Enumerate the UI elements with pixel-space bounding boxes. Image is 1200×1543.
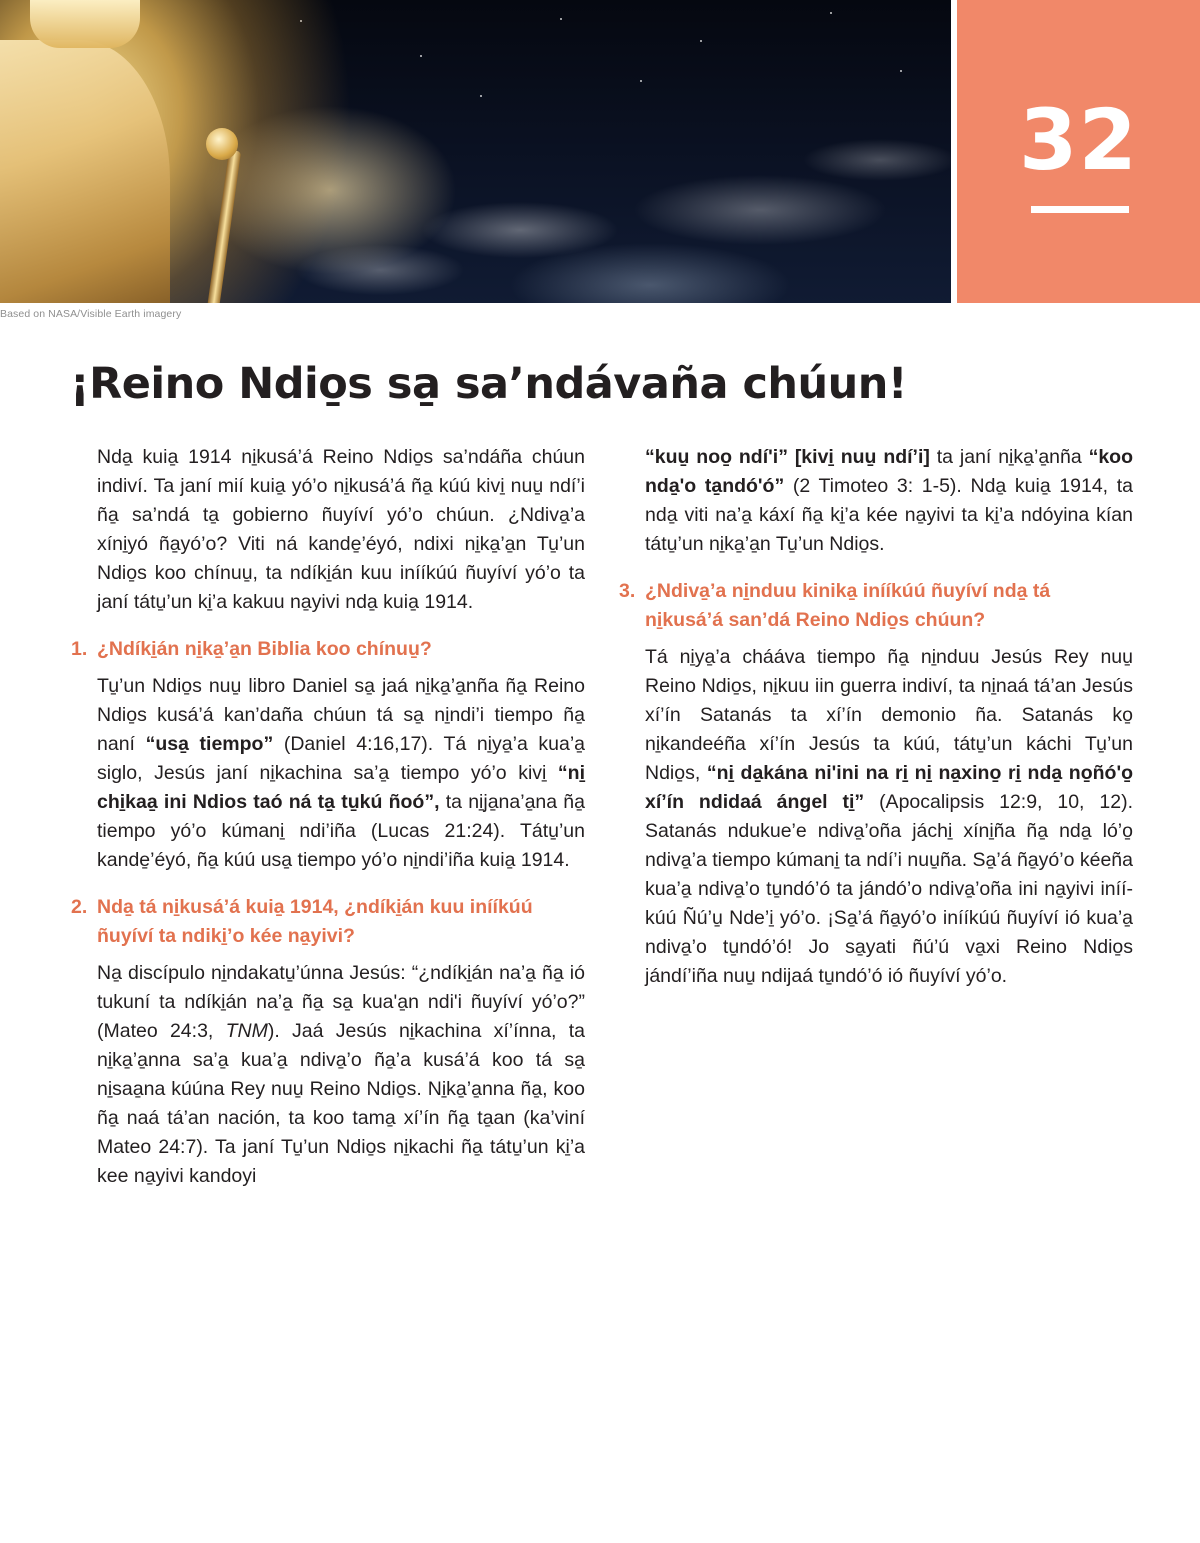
hero-image — [0, 0, 951, 303]
intro-paragraph: Nda̱ kuia̱ 1914 ni̱kusá’á Reino Ndio̱s sa’ndáña chúun indiví. Ta janí mií kuia̱ yó’o ni̱kusá’á ña̱ kúú kivi̱ nuu̱ ndí’i ña̱ sa’ndá ta̱ gobierno ñuyíví yó’o chúun. ¿Ndiva̱’a xíni̱yó ña̱yó’o? Viti ná kande̱’éyó, ndixi ni̱ka̱’a̱n Tu̱’un Ndio̱s koo chínuu̱, ta ndíki̱án kuu inííkúú ñuyíví yó’o ta janí tátu̱’un ki̱’a kakuu na̱yivi nda̱ kuia̱ 1914. — [97, 446, 585, 613]
lesson-number-underline — [1031, 206, 1129, 213]
question-2-number: 2. — [71, 896, 88, 918]
crown-icon — [30, 0, 140, 48]
emphasis-quote-3: “koo nda̱'o ta̱ndó'ó” — [645, 446, 1133, 497]
question-3-text: ¿Ndiva̱’a ni̱nduu kinika̱ inííkúú ñuyíví nda̱ tá ni̱kusá’á san’dá Reino Ndio̱s chúun? — [645, 580, 1051, 631]
emphasis-quote-2: “kuu̱ noo̱ ndí'i” [kivi̱ nuu̱ ndí’i] — [645, 446, 930, 468]
left-column — [71, 443, 586, 1191]
scepter-orb — [206, 128, 238, 160]
question-3-number: 3. — [619, 580, 636, 602]
emphasis-quote-1: “ni̱ chi̱kaa̱ ini Ndios taó ná ta̱ tu̱kú ñoó”, — [97, 762, 585, 813]
emphasis-quote-4: “ni̱ da̱kána ni'ini na ri̱ ni̱ na̱xino̱ ri̱ nda̱ no̱ñó'o̱ xí’ín ndidaá ángel ti̱” — [645, 762, 1133, 813]
answer-3-paragraph: Tá ni̱ya̱’a chááva tiempo ña̱ ni̱nduu Jesús Rey nuu̱ Reino Ndio̱s, ni̱kuu iin guerra indiví, ta ni̱naá tá’an Jesús xí’ín Satanás ta xí’ín demonio ña. Satanás ko̱ ni̱kandeéña xí’ín Jesús ta kúú, tátu̱’un káchi Tu̱’un Ndio̱s, “ni̱ da̱kána ni'ini na ri̱ ni̱ na̱xino̱ ri̱ nda̱ no̱ñó'o̱ xí’ín ndidaá ángel ti̱” (Apocalipsis 12:9, 10, 12). Satanás ndukue’e ndiva̱’oña jáchi̱ xíni̱ña ña̱ nda̱ ló’o̱ ndiva̱’a tiempo kúmani̱ ta ndí’i nuu̱ña. Sa̱’á ña̱yó’o kéeña kua’a̱ ndiva̱’o tu̱ndó’ó ta jándó’o ndiva̱’oña ini na̱yivi inííkúú Ñú’u̱ Nde’i̱ yó’o. ¡Sa̱’á ña̱yó’o inííkúú ñuyíví ió kua’a̱ ndiva̱’o tu̱ndó’ó! Jo sa̱yati ñú’ú va̱xi Reino Ndio̱s jándí’iña nuu̱ ndijaá tu̱ndó’ó ió ñuyíví yó’o. — [645, 646, 1133, 987]
question-1-number: 1. — [71, 638, 88, 660]
question-1-text: ¿Ndíki̱án ni̱ka̱’a̱n Biblia koo chínuu̱? — [97, 638, 432, 660]
page-title: ¡Reino Ndio̱s sa̱ sa’ndávaña chúun! — [70, 359, 907, 409]
image-credit: Based on NASA/Visible Earth imagery — [0, 308, 182, 320]
lesson-number-panel — [957, 0, 1200, 303]
tnm-abbrev: TNM — [225, 1020, 268, 1042]
lesson-number: 32 — [1019, 91, 1138, 189]
question-3 — [619, 577, 1133, 635]
right-column — [619, 443, 1133, 991]
answer-1-paragraph: Tu̱’un Ndio̱s nuu̱ libro Daniel sa̱ jaá ni̱ka̱’a̱nña ña̱ Reino Ndio̱s kusá’á kan’daña chúun tá sa̱ ni̱ndi’i tiempo ña̱ naní “usa̱ tiempo” (Daniel 4:16,17). Tá ni̱ya̱’a kua’a̱ siglo, Jesús janí ni̱kachina sa’a̱ tiempo yó’o kivi̱ “ni̱ chi̱kaa̱ ini Ndios taó ná ta̱ tu̱kú ñoó”, ta ni̱ja̱na’a̱na ña̱ tiempo yó’o kúmani̱ ndi’iña (Lucas 21:24). Tátu̱’un kande̱’éyó, ña̱ kúú usa̱ tiempo yó’o ni̱ndi’iña kuia̱ 1914. — [97, 675, 586, 871]
answer-2-paragraph-a: Na̱ discípulo ni̱ndakatu̱’únna Jesús: “¿ndíki̱án na’a̱ ña̱ ió tukuní ta ndíki̱án na’a̱ ña̱ sa̱ kua'a̱n ndi'i ñuyíví yó’o?” (Mateo 24:3, TNM). Jaá Jesús ni̱kachina xí’ínna, ta ni̱ka̱’a̱nna sa’a̱ kua’a̱ ndiva̱’o ña̱’a kusá’á koo tá sa̱ ni̱saa̱na kúúna Rey nuu̱ Reino Ndio̱s. Ni̱ka̱’a̱nna ña̱, koo ña̱ naá tá’an nación, ta koo tama̱ xí’ín ña̱ ta̱an (ka’viní Mateo 24:7). Ta janí Tu̱’un Ndio̱s ni̱kachi ña̱ tátu̱’un ki̱’a kee na̱yivi kandoyi — [97, 962, 586, 1187]
question-2-text: Nda̱ tá ni̱kusá’á kuia̱ 1914, ¿ndíki̱án kuu inííkúú ñuyíví ta ndiki̱’o kée na̱yivi? — [97, 896, 533, 947]
answer-2-paragraph-b: “kuu̱ noo̱ ndí'i” [kivi̱ nuu̱ ndí’i] ta janí ni̱ka̱’a̱nña “koo nda̱'o ta̱ndó'ó” (2 Timoteo 3: 1-5). Nda̱ kuia̱ 1914, ta nda̱ viti na’a̱ káxí ña̱ ki̱’a kée na̱yivi ta ki̱’a ndóyina kían tátu̱’un ni̱ka̱’a̱n Tu̱’un Ndio̱s. — [645, 446, 1133, 555]
question-1 — [71, 635, 585, 664]
emphasis-usa-tiempo: “usa̱ tiempo” — [145, 733, 274, 755]
question-2 — [71, 893, 585, 951]
